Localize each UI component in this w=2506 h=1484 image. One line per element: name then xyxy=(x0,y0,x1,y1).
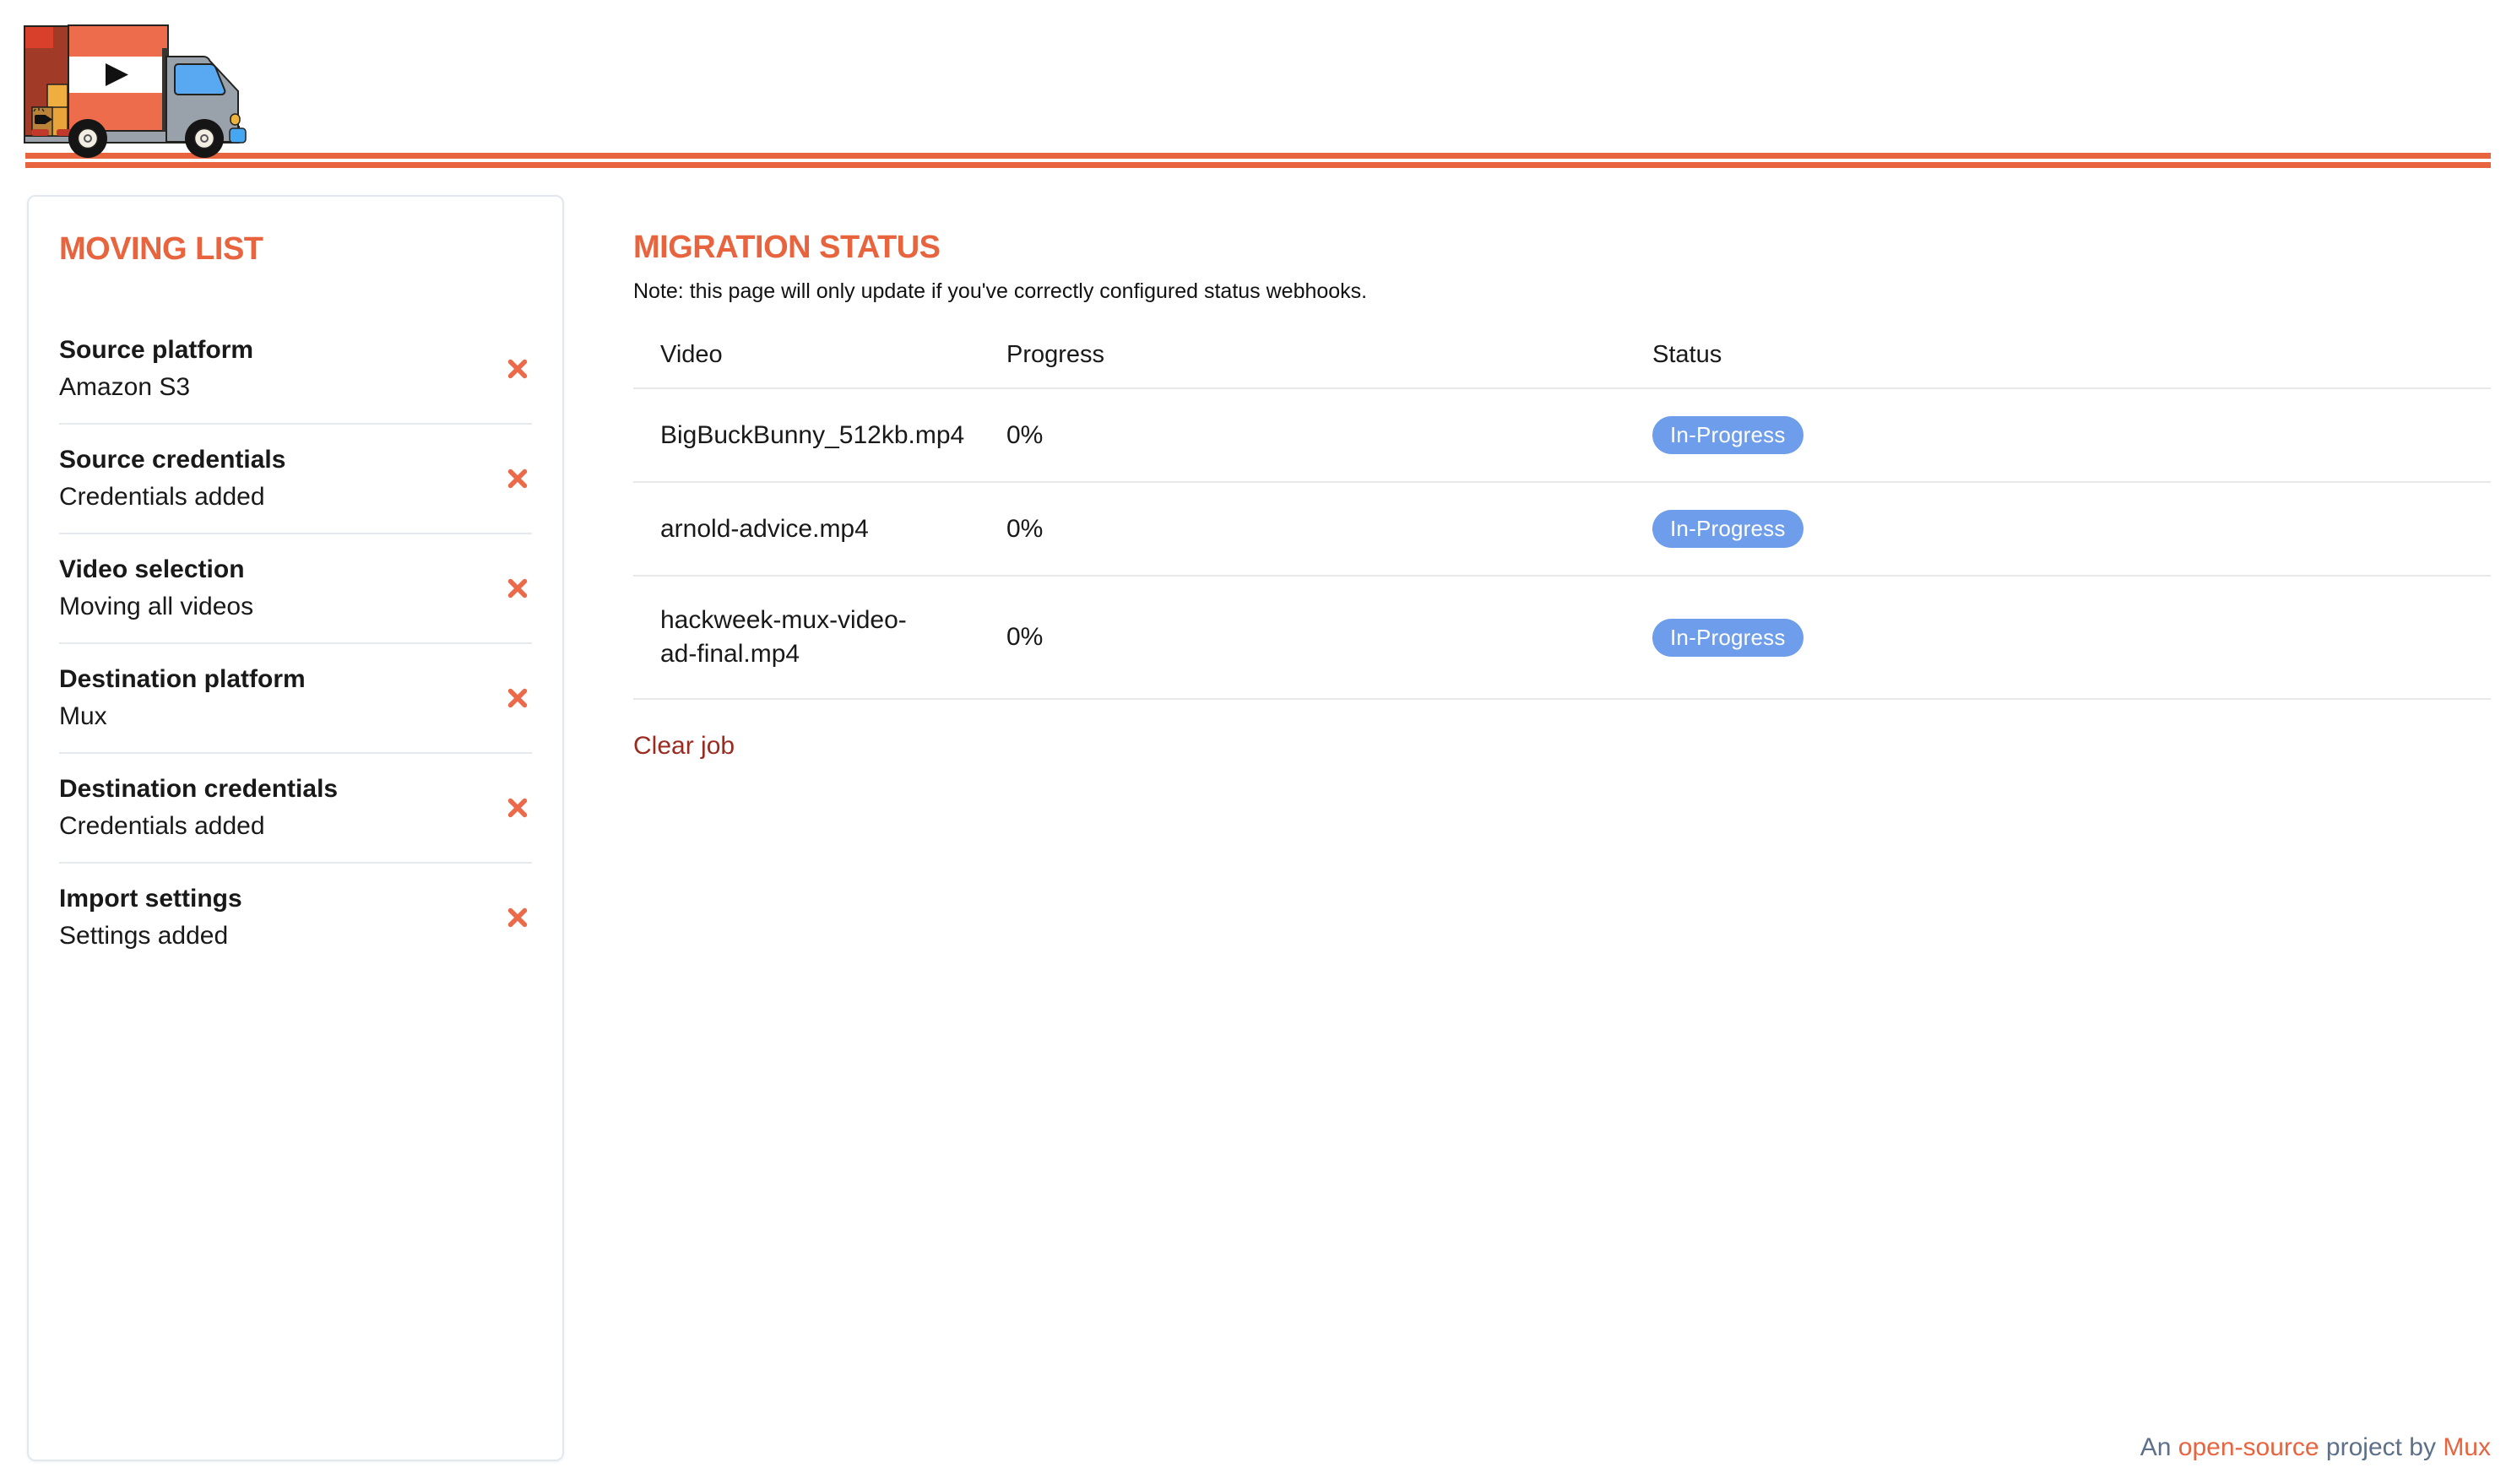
list-item-destination-credentials xyxy=(59,754,532,864)
remove-item-button[interactable] xyxy=(503,355,532,383)
footer-prefix: An xyxy=(2140,1433,2178,1461)
list-item-source-credentials xyxy=(59,425,532,534)
list-item-video-selection xyxy=(59,534,532,644)
x-icon xyxy=(506,357,529,381)
table-row xyxy=(633,389,2491,483)
item-label: Destination credentials xyxy=(59,775,339,803)
table-row xyxy=(633,483,2491,577)
status-badge: In-Progress xyxy=(1652,510,1804,548)
remove-item-button[interactable] xyxy=(503,464,532,493)
list-item-source-platform xyxy=(59,315,532,425)
list-item-import-settings xyxy=(59,864,532,972)
moving-truck-icon xyxy=(24,22,247,159)
item-label: Source credentials xyxy=(59,446,286,474)
footer-middle: project by xyxy=(2319,1433,2444,1461)
item-label: Import settings xyxy=(59,885,242,913)
x-icon xyxy=(506,796,529,820)
moving-list-card xyxy=(27,195,564,1461)
item-value: Amazon S3 xyxy=(59,373,191,401)
moving-truck-logo xyxy=(24,22,247,159)
footer xyxy=(2140,1433,2491,1463)
video-name: hackweek-mux-video-ad-final.mp4 xyxy=(660,606,907,668)
item-value: Credentials added xyxy=(59,483,265,511)
x-icon xyxy=(506,906,529,929)
item-label: Source platform xyxy=(59,336,254,364)
item-label: Video selection xyxy=(59,555,245,583)
x-icon xyxy=(506,467,529,490)
mux-link[interactable]: Mux xyxy=(2443,1433,2491,1461)
remove-item-button[interactable] xyxy=(503,684,532,712)
table-header-row xyxy=(633,306,2491,389)
road-line-bottom xyxy=(25,162,2491,168)
item-value: Mux xyxy=(59,702,107,730)
clear-job-link[interactable]: Clear job xyxy=(633,732,735,760)
column-header-progress: Progress xyxy=(1006,341,1105,368)
progress-value: 0% xyxy=(1006,623,1044,651)
item-value: Credentials added xyxy=(59,812,265,840)
webhooks-note: Note: this page will only update if you've correctly configured status webhooks. xyxy=(633,279,1368,303)
migration-status-section xyxy=(633,231,2491,759)
remove-item-button[interactable] xyxy=(503,903,532,932)
road-lines xyxy=(25,153,2491,168)
video-name: BigBuckBunny_512kb.mp4 xyxy=(660,420,965,449)
item-value: Moving all videos xyxy=(59,593,254,620)
remove-item-button[interactable] xyxy=(503,574,532,603)
status-badge: In-Progress xyxy=(1652,416,1804,454)
moving-list-title: MOVING LIST xyxy=(59,231,263,267)
progress-value: 0% xyxy=(1006,420,1044,449)
migration-table xyxy=(633,306,2491,700)
road-line-top xyxy=(25,153,2491,159)
open-source-link[interactable]: open-source xyxy=(2178,1433,2319,1461)
column-header-status: Status xyxy=(1652,341,1722,368)
status-badge: In-Progress xyxy=(1652,619,1804,657)
page-title: MIGRATION STATUS xyxy=(633,230,941,265)
column-header-video: Video xyxy=(660,341,723,368)
item-label: Destination platform xyxy=(59,665,306,693)
table-row xyxy=(633,577,2491,700)
item-value: Settings added xyxy=(59,922,229,950)
video-name: arnold-advice.mp4 xyxy=(660,514,869,543)
x-icon xyxy=(506,577,529,600)
progress-value: 0% xyxy=(1006,514,1044,543)
x-icon xyxy=(506,686,529,710)
list-item-destination-platform xyxy=(59,644,532,754)
remove-item-button[interactable] xyxy=(503,793,532,822)
moving-list-items xyxy=(59,315,532,972)
